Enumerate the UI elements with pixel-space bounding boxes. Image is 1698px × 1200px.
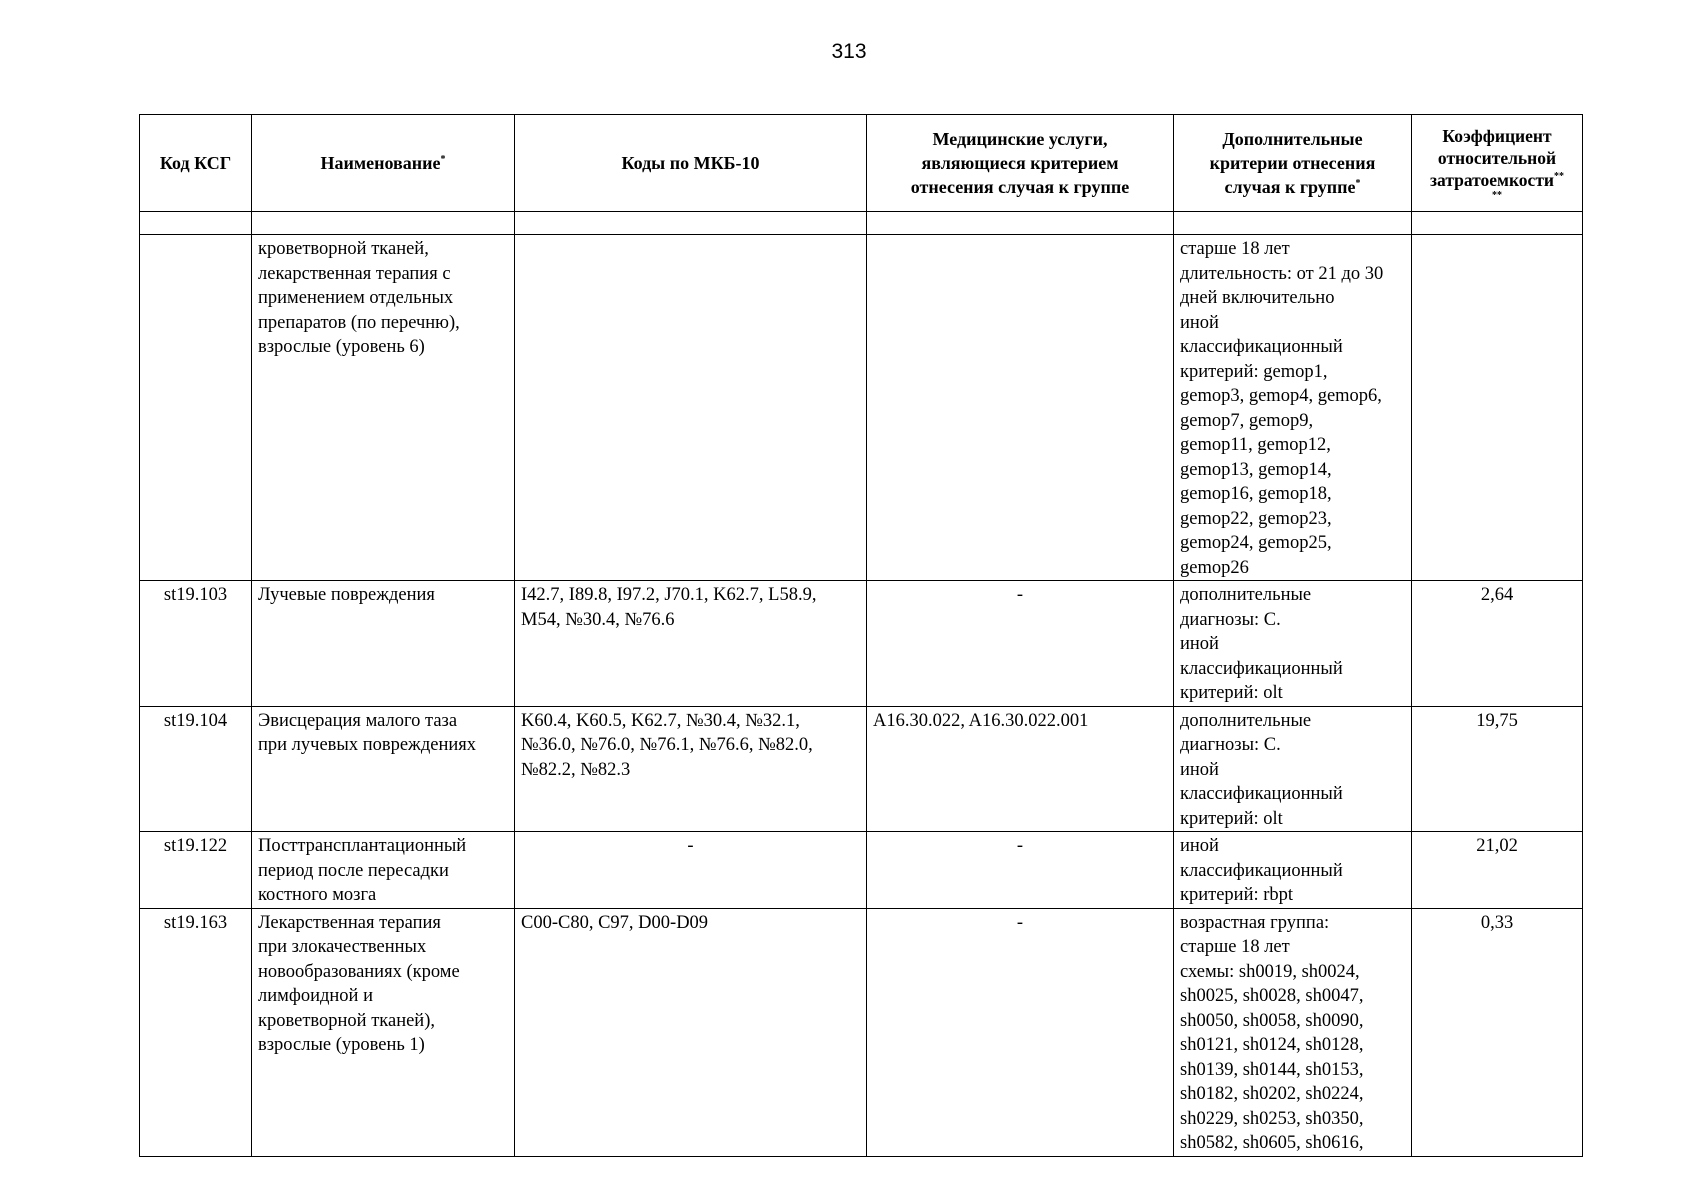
cell-mkb: I42.7, I89.8, I97.2, J70.1, K62.7, L58.9, M54, №30.4, №76.6 — [515, 581, 867, 707]
cell-services: - — [867, 581, 1174, 707]
cell-services — [867, 235, 1174, 581]
cell-mkb: - — [515, 832, 867, 909]
page-number: 313 — [831, 40, 867, 63]
cell-extra: дополнительные диагнозы: C. иной классификационный критерий: olt — [1174, 581, 1412, 707]
cell-name: Эвисцерация малого таза при лучевых повреждениях — [252, 706, 515, 832]
cell-code — [140, 235, 252, 581]
cell-extra: возрастная группа: старше 18 лет схемы: sh0019, sh0024, sh0025, sh0028, sh0047, sh0050, sh0058, sh0090, sh0121, sh0124, sh0128, sh0139, sh0144, sh0153, sh0182, sh0202, sh0224, sh0229, sh0253, sh0350, sh0582, sh0605, sh0616, — [1174, 908, 1412, 1156]
cell-services: - — [867, 832, 1174, 909]
cell-coef: 21,02 — [1412, 832, 1583, 909]
header-coef: Коэффициент относительной затратоемкости** ** — [1412, 115, 1583, 212]
cell-mkb: K60.4, K60.5, K62.7, №30.4, №32.1, №36.0, №76.0, №76.1, №76.6, №82.0, №82.2, №82.3 — [515, 706, 867, 832]
header-services: Медицинские услуги, являющиеся критерием отнесения случая к группе — [867, 115, 1174, 212]
cell-code: st19.163 — [140, 908, 252, 1156]
table-row — [140, 908, 1583, 1156]
cell-coef: 19,75 — [1412, 706, 1583, 832]
header-coef-footnote-mark-2: ** — [1492, 190, 1502, 201]
header-mkb: Коды по МКБ-10 — [515, 115, 867, 212]
ksg-table — [139, 114, 1583, 1157]
header-extra: Дополнительные критерии отнесения случая к группе* — [1174, 115, 1412, 212]
header-code: Код КСГ — [140, 115, 252, 212]
table-row — [140, 581, 1583, 707]
cell-name: кроветворной тканей, лекарственная терапия с применением отдельных препаратов (по перечню), взрослые (уровень 6) — [252, 235, 515, 581]
header-coef-footnote-mark: ** — [1554, 171, 1565, 183]
table-row — [140, 832, 1583, 909]
cell-extra: иной классификационный критерий: rbpt — [1174, 832, 1412, 909]
cell-coef — [1412, 235, 1583, 581]
cell-code: st19.103 — [140, 581, 252, 707]
cell-mkb — [515, 235, 867, 581]
header-name: Наименование* — [252, 115, 515, 212]
cell-services: - — [867, 908, 1174, 1156]
cell-name: Посттрансплантационный период после пересадки костного мозга — [252, 832, 515, 909]
table-row — [140, 706, 1583, 832]
cell-mkb: C00-C80, C97, D00-D09 — [515, 908, 867, 1156]
cell-name: Лекарственная терапия при злокачественных новообразованиях (кроме лимфоидной и кроветворной тканей), взрослые (уровень 1) — [252, 908, 515, 1156]
cell-extra: старше 18 лет длительность: от 21 до 30 дней включительно иной классификационный критерий: gemop1, gemop3, gemop4, gemop6, gemop7, gemop9, gemop11, gemop12, gemop13, gemop14, gemop16, gemop18, gemop22, gemop23, gemop24, gemop25, gemop26 — [1174, 235, 1412, 581]
header-extra-footnote-mark: * — [1355, 178, 1361, 189]
cell-code: st19.122 — [140, 832, 252, 909]
header-name-footnote-mark: * — [440, 154, 446, 165]
table-header-row — [140, 115, 1583, 212]
table-row — [140, 235, 1583, 581]
table-spacer-row — [140, 212, 1583, 235]
cell-extra: дополнительные диагнозы: C. иной классификационный критерий: olt — [1174, 706, 1412, 832]
cell-coef: 2,64 — [1412, 581, 1583, 707]
cell-name: Лучевые повреждения — [252, 581, 515, 707]
cell-services: A16.30.022, A16.30.022.001 — [867, 706, 1174, 832]
cell-coef: 0,33 — [1412, 908, 1583, 1156]
cell-code: st19.104 — [140, 706, 252, 832]
